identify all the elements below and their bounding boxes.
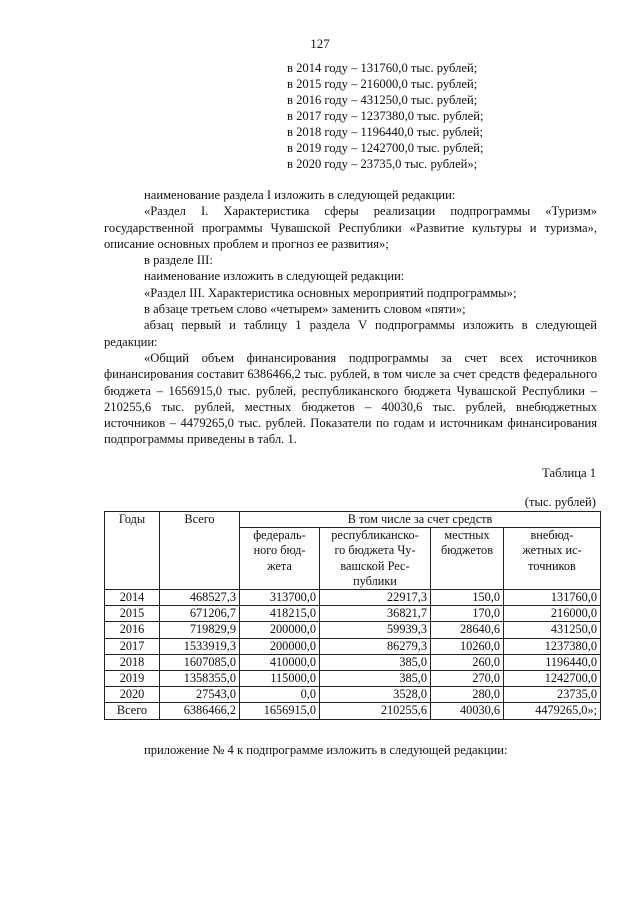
header-republic: республиканско- го бюджета Чу- вашской Рес- публики	[320, 528, 431, 590]
cell-total: 1533919,3	[160, 638, 240, 654]
page-number: 127	[310, 36, 330, 51]
year-line: в 2020 году – 23735,0 тыс. рублей»;	[287, 157, 478, 171]
cell-extra: 1237380,0	[504, 638, 601, 654]
year-line: в 2018 году – 1196440,0 тыс. рублей;	[287, 125, 484, 139]
table-row	[105, 622, 601, 638]
cell-federal: 115000,0	[240, 671, 320, 687]
cell-federal: 313700,0	[240, 590, 320, 606]
header-federal: федераль- ного бюд- жета	[240, 528, 320, 590]
cell-extra: 1242700,0	[504, 671, 601, 687]
table-row	[105, 638, 601, 654]
cell-total: 671206,7	[160, 606, 240, 622]
cell-total: 1358355,0	[160, 671, 240, 687]
paragraph: наименование изложить в следующей редакции:	[144, 269, 405, 284]
cell-year: 2018	[105, 654, 160, 670]
cell-total: 27543,0	[160, 687, 240, 703]
cell-local: 260,0	[431, 654, 504, 670]
cell-year: 2014	[105, 590, 160, 606]
cell-federal: 200000,0	[240, 622, 320, 638]
cell-year: 2015	[105, 606, 160, 622]
cell-total: 468527,3	[160, 590, 240, 606]
year-lines	[287, 60, 484, 172]
table-row	[105, 654, 601, 670]
year-line: в 2015 году – 216000,0 тыс. рублей;	[287, 77, 478, 91]
paragraph: «Общий объем финансирования подпрограммы за счет всех источников финансирования составит 6386466,2 тыс. рублей, в том числе за счет средств федерального бюджета – 1656915,0 тыс. рублей, республиканского бюджета Чувашской Республики – 210255,6 тыс. рублей, местных бюджетов – 40030,6 тыс. рублей, внебюджетных источников – 4479265,0 тыс. рублей. Показатели по годам и источникам финансирования подпрограммы приведены в табл. 1.	[104, 350, 597, 447]
cell-federal: 0,0	[240, 687, 320, 703]
paragraph: в разделе III:	[144, 253, 213, 268]
table-label: Таблица 1	[542, 466, 596, 480]
cell-year: 2016	[105, 622, 160, 638]
cell-republic: 3528,0	[320, 687, 431, 703]
header-local: местных бюджетов	[431, 528, 504, 590]
cell-local: 40030,6	[431, 703, 504, 719]
cell-year: 2019	[105, 671, 160, 687]
cell-republic: 385,0	[320, 654, 431, 670]
units-label: (тыс. рублей)	[524, 495, 596, 509]
paragraph: «Раздел III. Характеристика основных мероприятий подпрограммы»;	[144, 285, 517, 300]
cell-year: 2020	[105, 687, 160, 703]
cell-year: 2017	[105, 638, 160, 654]
year-line: в 2016 году – 431250,0 тыс. рублей;	[287, 93, 478, 107]
cell-year: Всего	[105, 703, 160, 719]
cell-federal: 410000,0	[240, 654, 320, 670]
cell-republic: 210255,6	[320, 703, 431, 719]
cell-local: 280,0	[431, 687, 504, 703]
cell-extra: 1196440,0	[504, 654, 601, 670]
cell-local: 28640,6	[431, 622, 504, 638]
table-row	[105, 590, 601, 606]
cell-republic: 385,0	[320, 671, 431, 687]
year-line: в 2014 году – 131760,0 тыс. рублей;	[287, 61, 478, 75]
cell-extra: 4479265,0»;	[504, 703, 601, 719]
table-row	[105, 687, 601, 703]
cell-republic: 36821,7	[320, 606, 431, 622]
cell-extra: 431250,0	[504, 622, 601, 638]
cell-local: 170,0	[431, 606, 504, 622]
financing-table	[104, 511, 601, 720]
cell-local: 150,0	[431, 590, 504, 606]
cell-federal: 200000,0	[240, 638, 320, 654]
year-line: в 2017 году – 1237380,0 тыс. рублей;	[287, 109, 484, 123]
table-row-total	[105, 703, 601, 719]
paragraph: наименование раздела I изложить в следующей редакции:	[144, 188, 456, 202]
cell-local: 10260,0	[431, 638, 504, 654]
body-text	[104, 187, 597, 448]
table-row	[105, 671, 601, 687]
cell-federal: 1656915,0	[240, 703, 320, 719]
cell-republic: 86279,3	[320, 638, 431, 654]
cell-republic: 22917,3	[320, 590, 431, 606]
cell-federal: 418215,0	[240, 606, 320, 622]
year-line: в 2019 году – 1242700,0 тыс. рублей;	[287, 141, 484, 155]
cell-extra: 23735,0	[504, 687, 601, 703]
header-year: Годы	[105, 512, 160, 590]
table-row	[105, 606, 601, 622]
cell-total: 6386466,2	[160, 703, 240, 719]
paragraph: в абзаце третьем слово «четырем» заменить словом «пяти»;	[144, 302, 466, 317]
cell-local: 270,0	[431, 671, 504, 687]
paragraph: «Раздел I. Характеристика сферы реализации подпрограммы «Туризм» государственной программы Чувашской Республики «Развитие культуры и туризма», описание основных проблем и прогноз ее развития»;	[104, 204, 597, 251]
header-group: В том числе за счет средств	[240, 512, 601, 528]
cell-republic: 59939,3	[320, 622, 431, 638]
cell-extra: 216000,0	[504, 606, 601, 622]
paragraph: абзац первый и таблицу 1 раздела V подпрограммы изложить в следующей редакции:	[104, 318, 597, 349]
cell-total: 719829,9	[160, 622, 240, 638]
header-extra: внебюд- жетных ис- точников	[504, 528, 601, 590]
cell-total: 1607085,0	[160, 654, 240, 670]
footer-text: приложение № 4 к подпрограмме изложить в следующей редакции:	[144, 743, 508, 757]
header-total: Всего	[160, 512, 240, 590]
cell-extra: 131760,0	[504, 590, 601, 606]
